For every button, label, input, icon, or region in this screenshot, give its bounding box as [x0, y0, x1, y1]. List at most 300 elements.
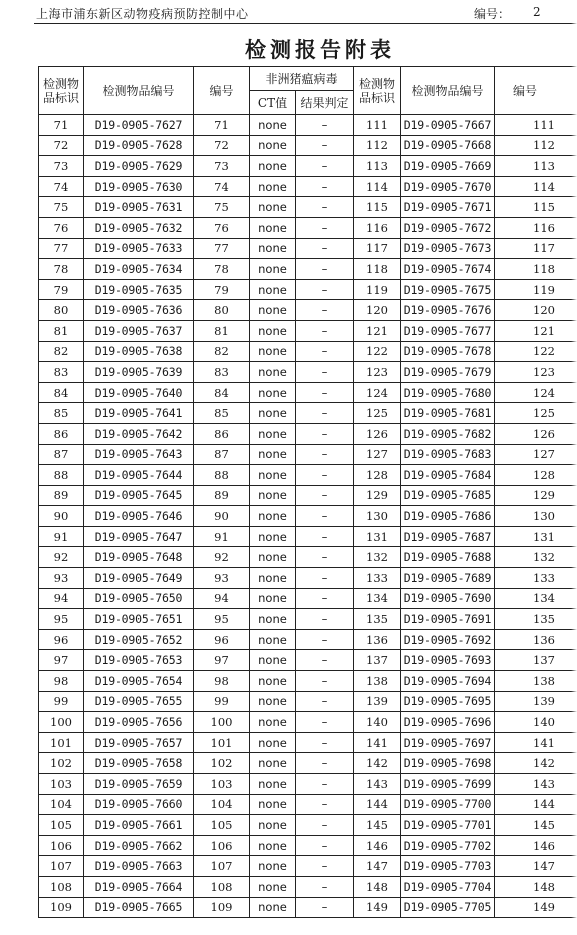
cell-number-2: 129: [495, 485, 577, 506]
cell-sample-code: D19-0905-7650: [84, 588, 194, 609]
cell-result: –: [296, 568, 354, 589]
table-row: [39, 197, 577, 218]
cell-sample-id-2: 132: [354, 547, 401, 568]
cell-sample-id: 86: [39, 423, 84, 444]
cell-ct-value: none: [250, 856, 296, 877]
cell-result: –: [296, 341, 354, 362]
cell-result: –: [296, 547, 354, 568]
cell-result: –: [296, 259, 354, 280]
cell-sample-code: D19-0905-7640: [84, 382, 194, 403]
page-header: [0, 0, 577, 28]
cell-number: 82: [194, 341, 250, 362]
cell-ct-value: none: [250, 444, 296, 465]
cell-sample-code: D19-0905-7658: [84, 753, 194, 774]
cell-number-2: 131: [495, 526, 577, 547]
cell-result: –: [296, 732, 354, 753]
cell-sample-id: 108: [39, 876, 84, 897]
cell-sample-id: 100: [39, 712, 84, 733]
cell-sample-code: D19-0905-7652: [84, 629, 194, 650]
cell-number: 102: [194, 753, 250, 774]
cell-sample-code: D19-0905-7655: [84, 691, 194, 712]
cell-result: –: [296, 856, 354, 877]
cell-result: –: [296, 691, 354, 712]
table-header-row: [39, 67, 577, 91]
cell-number-2: 140: [495, 712, 577, 733]
cell-result: –: [296, 588, 354, 609]
document-number-label: 编号：: [474, 7, 511, 21]
cell-number-2: 136: [495, 629, 577, 650]
cell-sample-code: D19-0905-7651: [84, 609, 194, 630]
cell-ct-value: none: [250, 156, 296, 177]
cell-result: –: [296, 320, 354, 341]
cell-sample-id: 83: [39, 362, 84, 383]
cell-ct-value: none: [250, 712, 296, 733]
table-row: [39, 815, 577, 836]
cell-number-2: 135: [495, 609, 577, 630]
cell-sample-id-2: 122: [354, 341, 401, 362]
cell-result: –: [296, 815, 354, 836]
cell-sample-code: D19-0905-7627: [84, 115, 194, 136]
cell-number-2: 126: [495, 423, 577, 444]
table-row: [39, 465, 577, 486]
col-sample-code-2: 检测物品编号: [401, 67, 495, 115]
cell-sample-code-2: D19-0905-7691: [401, 609, 495, 630]
cell-sample-id-2: 128: [354, 465, 401, 486]
cell-sample-code: D19-0905-7643: [84, 444, 194, 465]
col-result: 结果判定: [296, 91, 354, 115]
cell-sample-code: D19-0905-7657: [84, 732, 194, 753]
cell-sample-code-2: D19-0905-7694: [401, 671, 495, 692]
cell-number: 85: [194, 403, 250, 424]
cell-sample-code: D19-0905-7656: [84, 712, 194, 733]
cell-result: –: [296, 712, 354, 733]
cell-sample-id: 82: [39, 341, 84, 362]
cell-ct-value: none: [250, 794, 296, 815]
cell-sample-id-2: 146: [354, 835, 401, 856]
cell-result: –: [296, 300, 354, 321]
cell-sample-code: D19-0905-7642: [84, 423, 194, 444]
cell-sample-code-2: D19-0905-7689: [401, 568, 495, 589]
cell-sample-code: D19-0905-7665: [84, 897, 194, 918]
cell-ct-value: none: [250, 526, 296, 547]
cell-number-2: 123: [495, 362, 577, 383]
cell-sample-id-2: 135: [354, 609, 401, 630]
cell-sample-code: D19-0905-7664: [84, 876, 194, 897]
cell-sample-code-2: D19-0905-7670: [401, 176, 495, 197]
cell-sample-code: D19-0905-7641: [84, 403, 194, 424]
table-row: [39, 506, 577, 527]
cell-sample-id: 85: [39, 403, 84, 424]
cell-sample-id: 81: [39, 320, 84, 341]
col-sample-code: 检测物品编号: [84, 67, 194, 115]
cell-number-2: 118: [495, 259, 577, 280]
cell-result: –: [296, 629, 354, 650]
cell-number-2: 113: [495, 156, 577, 177]
cell-sample-id-2: 125: [354, 403, 401, 424]
cell-sample-code: D19-0905-7648: [84, 547, 194, 568]
cell-number: 90: [194, 506, 250, 527]
cell-ct-value: none: [250, 671, 296, 692]
cell-sample-code: D19-0905-7629: [84, 156, 194, 177]
cell-sample-id-2: 121: [354, 320, 401, 341]
table-row: [39, 753, 577, 774]
cell-sample-id-2: 119: [354, 279, 401, 300]
cell-sample-id-2: 137: [354, 650, 401, 671]
table-row: [39, 629, 577, 650]
cell-sample-id-2: 133: [354, 568, 401, 589]
cell-sample-id: 103: [39, 774, 84, 795]
cell-result: –: [296, 753, 354, 774]
cell-result: –: [296, 423, 354, 444]
cell-sample-code-2: D19-0905-7682: [401, 423, 495, 444]
table-row: [39, 568, 577, 589]
cell-number-2: 114: [495, 176, 577, 197]
cell-sample-code: D19-0905-7636: [84, 300, 194, 321]
cell-number: 76: [194, 217, 250, 238]
cell-sample-code-2: D19-0905-7702: [401, 835, 495, 856]
cell-sample-id-2: 140: [354, 712, 401, 733]
cell-number-2: 142: [495, 753, 577, 774]
cell-sample-code-2: D19-0905-7693: [401, 650, 495, 671]
cell-number-2: 124: [495, 382, 577, 403]
cell-result: –: [296, 135, 354, 156]
cell-sample-id: 99: [39, 691, 84, 712]
cell-sample-code-2: D19-0905-7686: [401, 506, 495, 527]
cell-number-2: 149: [495, 897, 577, 918]
cell-result: –: [296, 238, 354, 259]
cell-number-2: 148: [495, 876, 577, 897]
cell-sample-id-2: 131: [354, 526, 401, 547]
cell-sample-code: D19-0905-7661: [84, 815, 194, 836]
header-divider: [34, 23, 577, 24]
cell-sample-id-2: 117: [354, 238, 401, 259]
table-body: [39, 115, 577, 918]
cell-sample-id-2: 144: [354, 794, 401, 815]
table-row: [39, 547, 577, 568]
cell-sample-id: 88: [39, 465, 84, 486]
cell-sample-code-2: D19-0905-7676: [401, 300, 495, 321]
cell-ct-value: none: [250, 629, 296, 650]
cell-number: 100: [194, 712, 250, 733]
cell-sample-id-2: 143: [354, 774, 401, 795]
cell-result: –: [296, 835, 354, 856]
cell-sample-id: 93: [39, 568, 84, 589]
cell-number-2: 141: [495, 732, 577, 753]
cell-number-2: 127: [495, 444, 577, 465]
cell-sample-code: D19-0905-7631: [84, 197, 194, 218]
cell-result: –: [296, 526, 354, 547]
cell-sample-code: D19-0905-7660: [84, 794, 194, 815]
cell-ct-value: none: [250, 815, 296, 836]
cell-result: –: [296, 485, 354, 506]
cell-sample-id: 105: [39, 815, 84, 836]
cell-result: –: [296, 176, 354, 197]
cell-sample-code-2: D19-0905-7690: [401, 588, 495, 609]
cell-result: –: [296, 403, 354, 424]
cell-number: 105: [194, 815, 250, 836]
cell-ct-value: none: [250, 115, 296, 136]
cell-sample-id: 76: [39, 217, 84, 238]
cell-sample-id: 96: [39, 629, 84, 650]
table-row: [39, 712, 577, 733]
cell-number-2: 147: [495, 856, 577, 877]
col-sample-id-2: 检测物品标识: [354, 67, 401, 115]
cell-sample-code-2: D19-0905-7668: [401, 135, 495, 156]
cell-sample-id: 71: [39, 115, 84, 136]
cell-number: 107: [194, 856, 250, 877]
cell-result: –: [296, 197, 354, 218]
cell-sample-id: 80: [39, 300, 84, 321]
cell-sample-id: 79: [39, 279, 84, 300]
cell-sample-id-2: 127: [354, 444, 401, 465]
col-number: 编号: [194, 67, 250, 115]
cell-ct-value: none: [250, 423, 296, 444]
cell-number-2: 128: [495, 465, 577, 486]
cell-sample-code-2: D19-0905-7669: [401, 156, 495, 177]
cell-number-2: 143: [495, 774, 577, 795]
cell-sample-code: D19-0905-7630: [84, 176, 194, 197]
cell-sample-code-2: D19-0905-7677: [401, 320, 495, 341]
cell-ct-value: none: [250, 259, 296, 280]
cell-ct-value: none: [250, 691, 296, 712]
table-row: [39, 423, 577, 444]
cell-sample-id-2: 118: [354, 259, 401, 280]
cell-sample-code: D19-0905-7639: [84, 362, 194, 383]
cell-sample-code-2: D19-0905-7698: [401, 753, 495, 774]
cell-sample-id-2: 139: [354, 691, 401, 712]
cell-number: 88: [194, 465, 250, 486]
table-row: [39, 362, 577, 383]
cell-sample-code-2: D19-0905-7687: [401, 526, 495, 547]
cell-sample-code: D19-0905-7628: [84, 135, 194, 156]
col-ct: CT值: [250, 91, 296, 115]
cell-sample-id-2: 141: [354, 732, 401, 753]
table-row: [39, 835, 577, 856]
cell-number: 96: [194, 629, 250, 650]
cell-ct-value: none: [250, 238, 296, 259]
cell-sample-code: D19-0905-7646: [84, 506, 194, 527]
cell-sample-code-2: D19-0905-7680: [401, 382, 495, 403]
cell-sample-code-2: D19-0905-7667: [401, 115, 495, 136]
cell-number: 93: [194, 568, 250, 589]
table-row: [39, 588, 577, 609]
table-row: [39, 176, 577, 197]
cell-sample-code-2: D19-0905-7671: [401, 197, 495, 218]
table-row: [39, 135, 577, 156]
cell-ct-value: none: [250, 835, 296, 856]
col-number-2: 编号: [495, 67, 577, 115]
cell-sample-code: D19-0905-7634: [84, 259, 194, 280]
cell-sample-id: 95: [39, 609, 84, 630]
cell-ct-value: none: [250, 362, 296, 383]
cell-ct-value: none: [250, 506, 296, 527]
cell-sample-code: D19-0905-7633: [84, 238, 194, 259]
cell-sample-id: 74: [39, 176, 84, 197]
cell-sample-id-2: 124: [354, 382, 401, 403]
cell-sample-code-2: D19-0905-7704: [401, 876, 495, 897]
table-row: [39, 774, 577, 795]
table-row: [39, 115, 577, 136]
cell-sample-code: D19-0905-7662: [84, 835, 194, 856]
table-row: [39, 732, 577, 753]
cell-sample-id: 78: [39, 259, 84, 280]
cell-ct-value: none: [250, 568, 296, 589]
cell-sample-code: D19-0905-7637: [84, 320, 194, 341]
cell-sample-id-2: 116: [354, 217, 401, 238]
cell-ct-value: none: [250, 382, 296, 403]
cell-ct-value: none: [250, 650, 296, 671]
cell-number: 75: [194, 197, 250, 218]
cell-number: 74: [194, 176, 250, 197]
cell-sample-code-2: D19-0905-7701: [401, 815, 495, 836]
cell-sample-code-2: D19-0905-7672: [401, 217, 495, 238]
cell-sample-code-2: D19-0905-7678: [401, 341, 495, 362]
cell-ct-value: none: [250, 176, 296, 197]
cell-ct-value: none: [250, 197, 296, 218]
cell-ct-value: none: [250, 876, 296, 897]
cell-sample-code-2: D19-0905-7684: [401, 465, 495, 486]
cell-sample-id-2: 136: [354, 629, 401, 650]
cell-result: –: [296, 794, 354, 815]
cell-sample-id: 87: [39, 444, 84, 465]
cell-sample-id: 97: [39, 650, 84, 671]
cell-sample-id-2: 138: [354, 671, 401, 692]
cell-sample-id-2: 142: [354, 753, 401, 774]
cell-number-2: 115: [495, 197, 577, 218]
cell-result: –: [296, 876, 354, 897]
table-row: [39, 382, 577, 403]
cell-sample-code-2: D19-0905-7699: [401, 774, 495, 795]
cell-sample-id-2: 130: [354, 506, 401, 527]
report-table: [38, 66, 577, 918]
cell-sample-id-2: 115: [354, 197, 401, 218]
cell-sample-id-2: 120: [354, 300, 401, 321]
cell-sample-id: 107: [39, 856, 84, 877]
cell-sample-id: 72: [39, 135, 84, 156]
cell-sample-id: 102: [39, 753, 84, 774]
cell-sample-code-2: D19-0905-7673: [401, 238, 495, 259]
cell-ct-value: none: [250, 485, 296, 506]
cell-sample-id-2: 113: [354, 156, 401, 177]
cell-result: –: [296, 465, 354, 486]
cell-sample-id-2: 147: [354, 856, 401, 877]
cell-sample-code: D19-0905-7638: [84, 341, 194, 362]
cell-sample-id-2: 145: [354, 815, 401, 836]
cell-sample-code-2: D19-0905-7688: [401, 547, 495, 568]
cell-sample-code-2: D19-0905-7675: [401, 279, 495, 300]
cell-number-2: 137: [495, 650, 577, 671]
cell-sample-id-2: 149: [354, 897, 401, 918]
cell-sample-id: 91: [39, 526, 84, 547]
cell-sample-id: 98: [39, 671, 84, 692]
cell-sample-id: 90: [39, 506, 84, 527]
cell-sample-code-2: D19-0905-7685: [401, 485, 495, 506]
cell-ct-value: none: [250, 897, 296, 918]
cell-sample-id: 89: [39, 485, 84, 506]
cell-number: 101: [194, 732, 250, 753]
col-sample-id: 检测物品标识: [39, 67, 84, 115]
cell-sample-code-2: D19-0905-7692: [401, 629, 495, 650]
cell-number: 108: [194, 876, 250, 897]
cell-number-2: 145: [495, 815, 577, 836]
cell-ct-value: none: [250, 300, 296, 321]
table-row: [39, 671, 577, 692]
cell-number-2: 139: [495, 691, 577, 712]
cell-number: 80: [194, 300, 250, 321]
cell-number: 106: [194, 835, 250, 856]
document-number-value: 2: [533, 5, 541, 19]
cell-number: 81: [194, 320, 250, 341]
table-row: [39, 217, 577, 238]
table-row: [39, 403, 577, 424]
cell-sample-code-2: D19-0905-7679: [401, 362, 495, 383]
col-asf-group: 非洲猪瘟病毒: [250, 67, 354, 91]
table-row: [39, 444, 577, 465]
cell-sample-id-2: 111: [354, 115, 401, 136]
cell-sample-code: D19-0905-7644: [84, 465, 194, 486]
cell-number-2: 111: [495, 115, 577, 136]
cell-result: –: [296, 115, 354, 136]
cell-sample-code: D19-0905-7647: [84, 526, 194, 547]
cell-sample-id: 77: [39, 238, 84, 259]
cell-result: –: [296, 362, 354, 383]
cell-ct-value: none: [250, 320, 296, 341]
cell-sample-code: D19-0905-7635: [84, 279, 194, 300]
cell-sample-id: 75: [39, 197, 84, 218]
table-row: [39, 320, 577, 341]
cell-number: 71: [194, 115, 250, 136]
cell-ct-value: none: [250, 135, 296, 156]
cell-number-2: 120: [495, 300, 577, 321]
table-row: [39, 876, 577, 897]
cell-sample-id-2: 134: [354, 588, 401, 609]
cell-number: 72: [194, 135, 250, 156]
cell-sample-code: D19-0905-7663: [84, 856, 194, 877]
cell-number: 84: [194, 382, 250, 403]
table-row: [39, 526, 577, 547]
cell-number: 73: [194, 156, 250, 177]
cell-result: –: [296, 217, 354, 238]
cell-number: 86: [194, 423, 250, 444]
page-edge: [571, 0, 577, 935]
cell-sample-code: D19-0905-7653: [84, 650, 194, 671]
table-row: [39, 279, 577, 300]
cell-sample-code-2: D19-0905-7705: [401, 897, 495, 918]
cell-number-2: 122: [495, 341, 577, 362]
cell-number: 92: [194, 547, 250, 568]
organization-name: 上海市浦东新区动物疫病预防控制中心: [36, 7, 249, 21]
cell-ct-value: none: [250, 341, 296, 362]
cell-sample-id-2: 148: [354, 876, 401, 897]
cell-number: 109: [194, 897, 250, 918]
cell-number: 89: [194, 485, 250, 506]
cell-number-2: 121: [495, 320, 577, 341]
cell-number: 97: [194, 650, 250, 671]
cell-number-2: 112: [495, 135, 577, 156]
table-row: [39, 300, 577, 321]
cell-number-2: 125: [495, 403, 577, 424]
cell-sample-id: 94: [39, 588, 84, 609]
cell-result: –: [296, 671, 354, 692]
table-row: [39, 259, 577, 280]
cell-number: 78: [194, 259, 250, 280]
cell-result: –: [296, 609, 354, 630]
cell-sample-id-2: 126: [354, 423, 401, 444]
cell-sample-id-2: 114: [354, 176, 401, 197]
cell-ct-value: none: [250, 609, 296, 630]
cell-result: –: [296, 506, 354, 527]
cell-sample-code: D19-0905-7659: [84, 774, 194, 795]
